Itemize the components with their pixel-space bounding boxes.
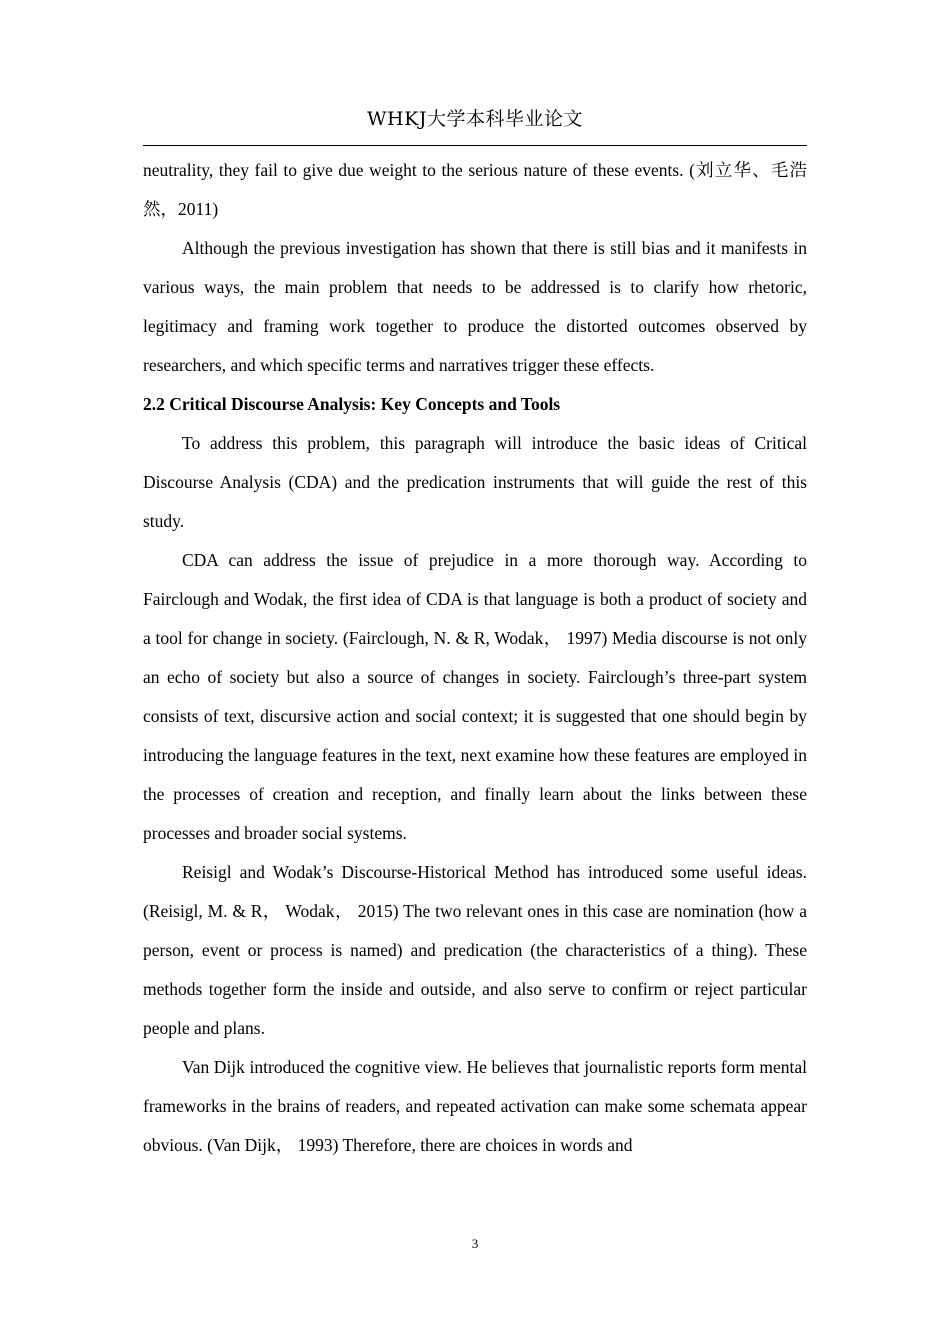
section-heading: 2.2 Critical Discourse Analysis: Key Concepts and Tools: [143, 394, 561, 414]
header-divider: [143, 145, 807, 146]
page-header-title: WHKJ大学本科毕业论文: [367, 108, 583, 130]
paragraph-problem-statement: Although the previous investigation has shown that there is still bias and it manifests in various ways, the main problem that needs to be addressed is to clarify how rhetoric, legitimacy and framing work together to produce the distorted outcomes observed by researchers, and which specific terms and narratives trigger these effects.: [143, 238, 807, 375]
paragraph-fairclough: CDA can address the issue of prejudice in a more thorough way. According to Fairclough and Wodak, the first idea of CDA is that language is both a product of society and a tool for change in society. (Fairclough, N. & R, Wodak， 1997) Media discourse is not only an echo of society but also a source of changes in society. Fairclough’s three-part system consists of text, discursive action and social context; it is suggested that one should begin by introducing the language features in the text, next examine how these features are employed in the processes of creation and reception, and finally learn about the links between these processes and broader social systems.: [143, 550, 807, 843]
paragraph-van-dijk: Van Dijk introduced the cognitive view. He believes that journalistic reports form mental frameworks in the brains of readers, and repeated activation can make some schemata appear obvious. (Van Dijk， 1993) Therefore, there are choices in words and: [143, 1057, 807, 1155]
paragraph-cda-intro: To address this problem, this paragraph will introduce the basic ideas of Critical Discourse Analysis (CDA) and the predication instruments that will guide the rest of this study.: [143, 433, 807, 531]
document-body: [143, 151, 807, 1165]
paragraph-reisigl-wodak: Reisigl and Wodak’s Discourse-Historical Method has introduced some useful ideas. (Reisigl, M. & R， Wodak， 2015) The two relevant ones in this case are nomination (how a person, event or process is named) and predication (the characteristics of a thing). These methods together form the inside and outside, and also serve to confirm or reject particular people and plans.: [143, 862, 807, 1038]
page-number: 3: [471, 1236, 479, 1251]
paragraph-continuation: neutrality, they fail to give due weight to the serious nature of these events. (刘立华、毛浩然，2011): [143, 160, 807, 219]
